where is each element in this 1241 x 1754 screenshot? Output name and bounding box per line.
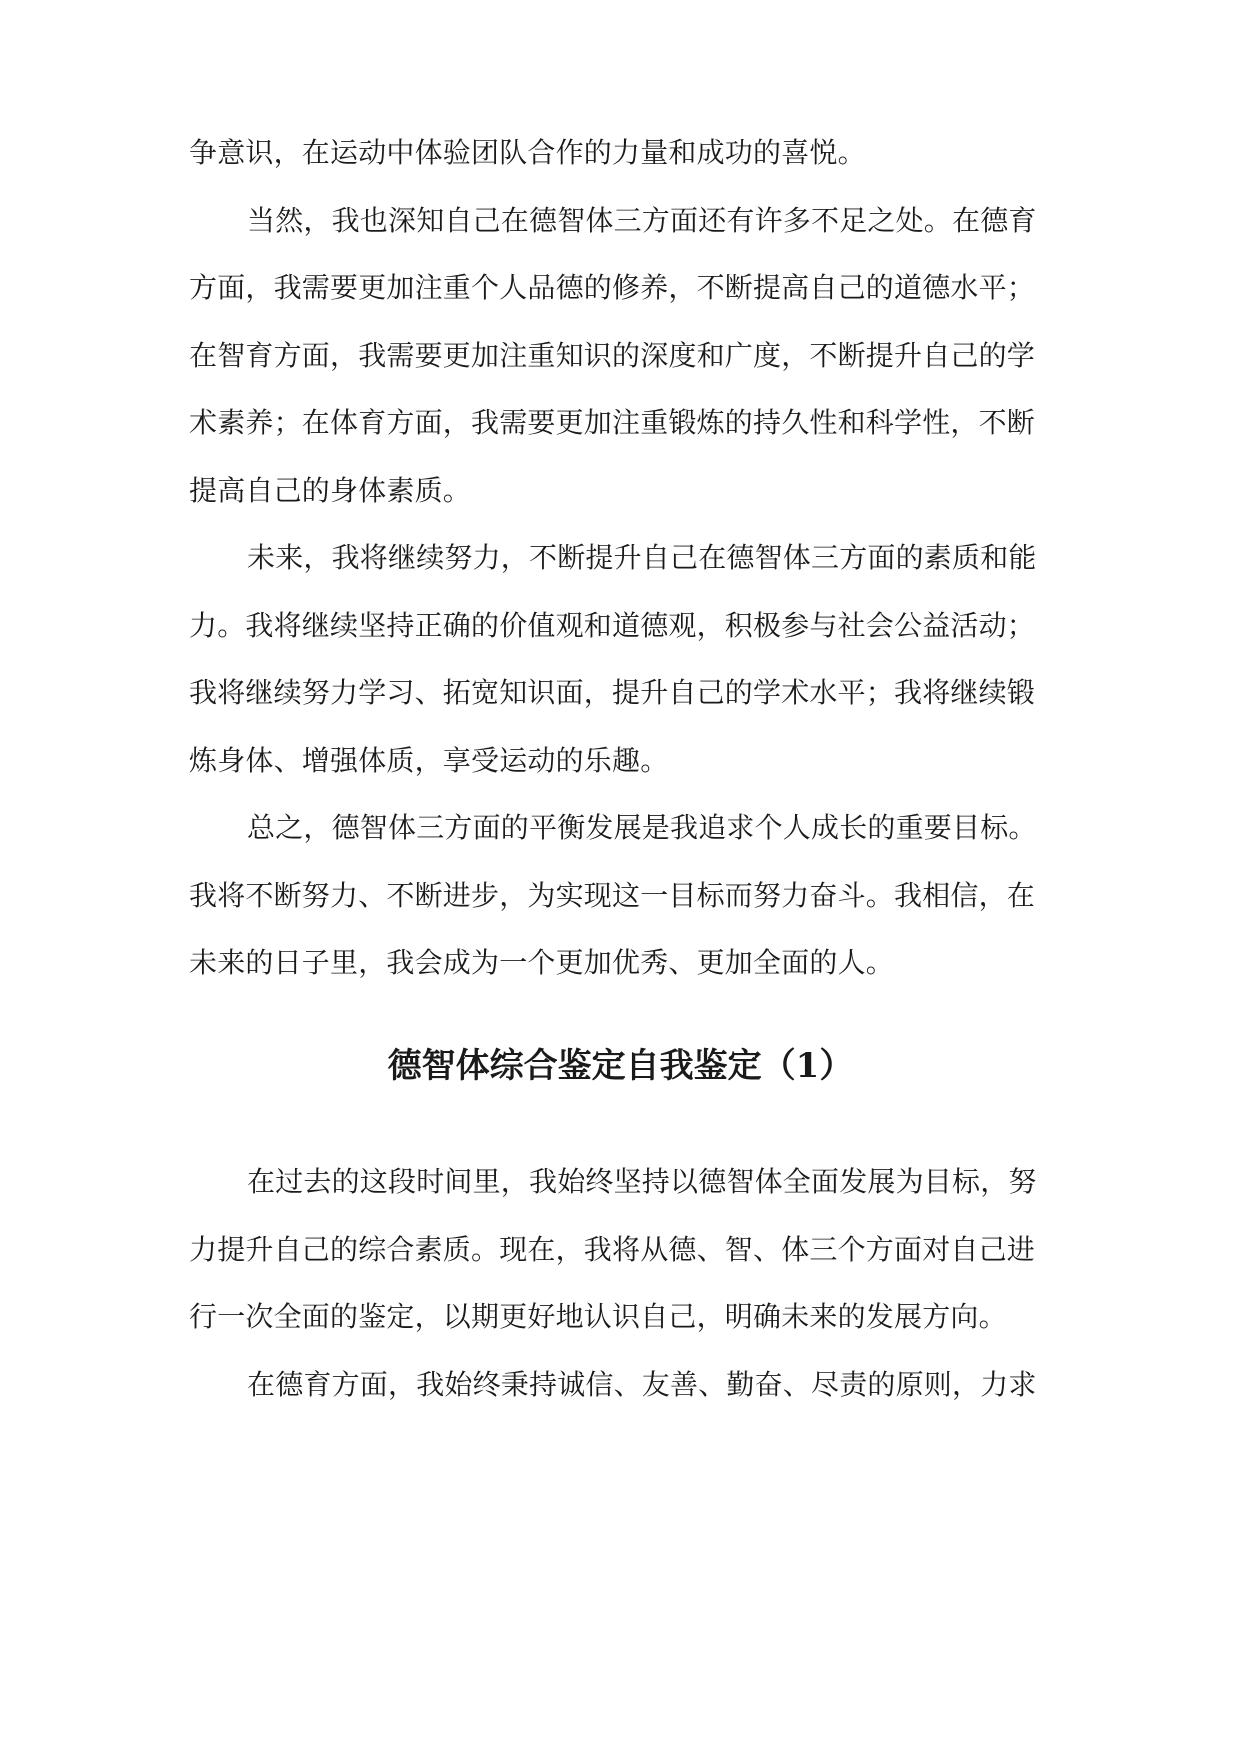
text-line: 争意识，在运动中体验团队合作的力量和成功的喜悦。 [189, 136, 866, 169]
text-line: 我将不断努力、不断进步，为实现这一目标而努力奋斗。我相信，在 [189, 879, 1036, 912]
paragraph-start-line: 总之，德智体三方面的平衡发展是我追求个人成长的重要目标。 [247, 811, 1037, 844]
text-line: 术素养；在体育方面，我需要更加注重锻炼的持久性和科学性，不断 [189, 406, 1036, 439]
text-line: 我将继续努力学习、拓宽知识面，提升自己的学术水平；我将继续锻 [189, 676, 1036, 709]
paragraph-start-line: 在德育方面，我始终秉持诚信、友善、勤奋、尽责的原则，力求 [247, 1368, 1037, 1401]
text-line: 行一次全面的鉴定，以期更好地认识自己，明确未来的发展方向。 [189, 1300, 1007, 1333]
text-line: 炼身体、增强体质，享受运动的乐趣。 [189, 744, 669, 777]
text-line: 在智育方面，我需要更加注重知识的深度和广度，不断提升自己的学 [189, 339, 1036, 372]
section-heading: 德智体综合鉴定自我鉴定（1） [387, 1046, 854, 1086]
text-line: 提高自己的身体素质。 [189, 474, 472, 507]
text-line: 力提升自己的综合素质。现在，我将从德、智、体三个方面对自己进 [189, 1233, 1036, 1266]
text-line: 力。我将继续坚持正确的价值观和道德观，积极参与社会公益活动； [189, 609, 1036, 642]
paragraph-start-line: 在过去的这段时间里，我始终坚持以德智体全面发展为目标，努 [247, 1165, 1037, 1198]
text-line: 方面，我需要更加注重个人品德的修养，不断提高自己的道德水平； [189, 271, 1036, 304]
paragraph-start-line: 未来，我将继续努力，不断提升自己在德智体三方面的素质和能 [247, 541, 1037, 574]
text-line: 未来的日子里，我会成为一个更加优秀、更加全面的人。 [189, 946, 895, 979]
paragraph-start-line: 当然，我也深知自己在德智体三方面还有许多不足之处。在德育 [247, 204, 1037, 237]
